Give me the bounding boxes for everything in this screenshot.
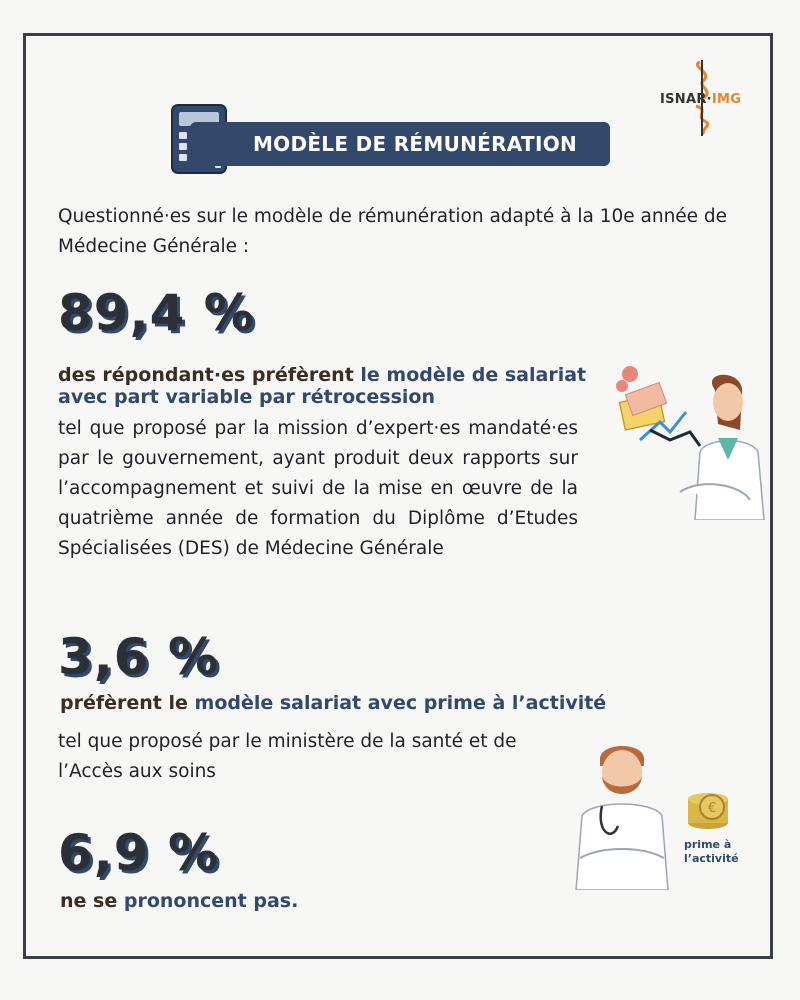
male-doctor-illustration — [572, 742, 672, 890]
stat1-body: tel que proposé par la mission d’expert·es mandaté·es par le gouvernement, ayant produit deux rapports sur l’accompagnement et suivi de la mise en œuvre de la quatrième année de formation du Diplôme d’Etudes Spécialisées (DES) de Médecine Générale — [58, 418, 578, 559]
stat2-lead: préfèrent le modèle salariat avec prime à l’activité — [60, 692, 607, 714]
stat3-lead: ne se prononcent pas. — [60, 890, 299, 912]
stat2-value: 3,6 % — [58, 628, 220, 686]
svg-text:€: € — [708, 801, 717, 816]
title-text: MODÈLE DE RÉMUNÉRATION — [252, 132, 578, 156]
stat3-value: 6,9 % — [58, 824, 220, 882]
stat1-lead: des répondant·es préfèrent le modèle de salariat avec part variable par rétrocession — [58, 364, 587, 408]
stat1-value: 89,4 % — [58, 284, 255, 342]
logo-text: ISNAR·IMG — [660, 92, 742, 107]
stat2-body: tel que proposé par le ministère de la santé et de l’Accès aux soins — [58, 731, 517, 782]
coin-icon — [622, 366, 638, 382]
isnar-img-logo — [660, 58, 750, 138]
coins-label: prime à l’activité — [684, 838, 739, 865]
intro-text: Questionné·es sur le modèle de rémunération adapté à la 10e année de Médecine Générale : — [58, 206, 728, 257]
female-doctor-illustration — [600, 360, 770, 520]
coins-stack-icon — [680, 775, 736, 831]
section-title — [190, 122, 610, 166]
